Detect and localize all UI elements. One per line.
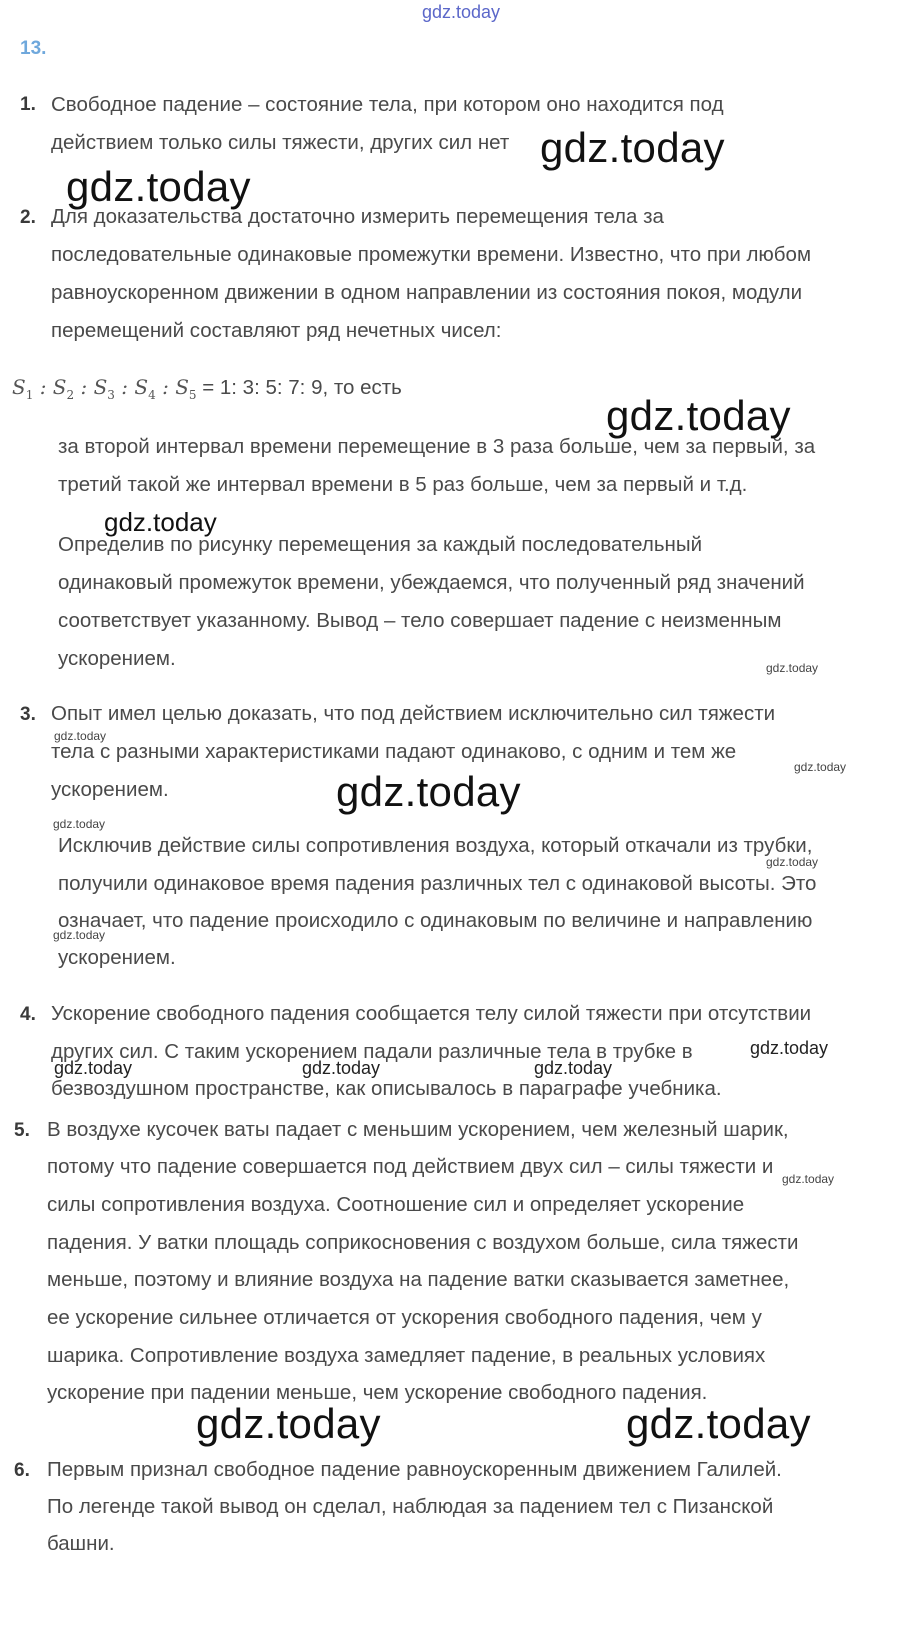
watermark: gdz.today bbox=[336, 768, 521, 815]
item-number: 2. bbox=[20, 207, 36, 228]
item-text-line: получили одинаковое время падения различных тел с одинаковой высоты. Это bbox=[58, 872, 817, 895]
item-number: 4. bbox=[20, 1004, 36, 1025]
item-text-line: Ускорение свободного падения сообщается телу силой тяжести при отсутствии bbox=[51, 1002, 812, 1025]
item-number: 6. bbox=[14, 1460, 30, 1481]
item-text-line: По легенде такой вывод он сделал, наблюдая за падением тел с Пизанской bbox=[47, 1495, 774, 1518]
formula: $S_1$ : $S_2$ : $S_3$ : $S_4$ : $S_5 = 1$: 3: 5: 7: 9, то есть bbox=[12, 375, 402, 402]
watermark: gdz.today bbox=[104, 507, 217, 537]
item-number: 3. bbox=[20, 704, 36, 725]
watermark: gdz.today bbox=[606, 392, 791, 439]
watermark: gdz.today bbox=[53, 817, 106, 831]
item-text-line: Первым признал свободное падение равноускоренным движением Галилей. bbox=[47, 1458, 782, 1481]
item-text-line: падения. У ватки площадь соприкосновения с воздухом больше, сила тяжести bbox=[47, 1231, 799, 1254]
watermark: gdz.today bbox=[766, 661, 819, 675]
item-text-line: силы сопротивления воздуха. Соотношение сил и определяет ускорение bbox=[47, 1193, 745, 1216]
item-text-line: меньше, поэтому и влияние воздуха на падение ватки сказывается заметнее, bbox=[47, 1268, 790, 1291]
item-text-line: Исключив действие силы сопротивления воздуха, который откачали из трубки, bbox=[58, 834, 813, 857]
item-text-line: шарика. Сопротивление воздуха замедляет падение, в реальных условиях bbox=[47, 1344, 766, 1367]
watermark: gdz.today bbox=[626, 1400, 811, 1447]
item-text-line: Опыт имел целью доказать, что под действием исключительно сил тяжести bbox=[51, 702, 776, 725]
item-text-line: ускорением. bbox=[51, 778, 169, 801]
watermark: gdz.today bbox=[794, 760, 847, 774]
watermark: gdz.today bbox=[534, 1058, 613, 1078]
item-text-line: действием только силы тяжести, других сил нет bbox=[51, 131, 510, 154]
watermark: gdz.today bbox=[54, 1058, 133, 1078]
item-text-line: Определив по рисунку перемещения за каждый последовательный bbox=[58, 533, 703, 556]
item-text-line: В воздухе кусочек ваты падает с меньшим ускорением, чем железный шарик, bbox=[47, 1118, 789, 1141]
item-text-line: ускорение при падении меньше, чем ускорение свободного падения. bbox=[47, 1381, 708, 1404]
item-number: 1. bbox=[20, 94, 36, 115]
item-text-line: Для доказательства достаточно измерить перемещения тела за bbox=[51, 205, 664, 228]
watermark: gdz.today bbox=[782, 1172, 835, 1186]
task-number: 13. bbox=[20, 38, 47, 59]
watermark: gdz.today bbox=[53, 928, 106, 942]
watermark: gdz.today bbox=[766, 855, 819, 869]
item-text-line: ускорением. bbox=[58, 647, 176, 670]
item-text-line: за второй интервал времени перемещение в 3 раза больше, чем за первый, за bbox=[58, 435, 816, 458]
item-text-line: последовательные одинаковые промежутки времени. Известно, что при любом bbox=[51, 243, 812, 266]
item-number: 5. bbox=[14, 1120, 30, 1141]
item-text-line: безвоздушном пространстве, как описывалось в параграфе учебника. bbox=[51, 1077, 722, 1100]
top-watermark: gdz.today bbox=[421, 2, 501, 22]
formula-rhs: = 1: 3: 5: 7: 9, то есть bbox=[196, 376, 402, 399]
item-text-line: ускорением. bbox=[58, 946, 176, 969]
item-text-line: тела с разными характеристиками падают одинаково, с одним и тем же bbox=[51, 740, 737, 763]
watermark: gdz.today bbox=[750, 1038, 829, 1058]
item-text-line: потому что падение совершается под действием двух сил – силы тяжести и bbox=[47, 1155, 774, 1178]
item-text-line: башни. bbox=[47, 1532, 115, 1555]
item-text-line: означает, что падение происходило с одинаковым по величине и направлению bbox=[58, 909, 813, 932]
item-text-line: третий такой же интервал времени в 5 раз больше, чем за первый и т.д. bbox=[58, 473, 748, 496]
item-text-line: Свободное падение – состояние тела, при котором оно находится под bbox=[51, 93, 724, 116]
item-text-line: равноускоренном движении в одном направлении из состояния покоя, модули bbox=[51, 281, 803, 304]
watermark: gdz.today bbox=[66, 163, 251, 210]
item-text-line: одинаковый промежуток времени, убеждаемся, что полученный ряд значений bbox=[58, 571, 805, 594]
watermark: gdz.today bbox=[302, 1058, 381, 1078]
watermark: gdz.today bbox=[196, 1400, 381, 1447]
watermark: gdz.today bbox=[540, 124, 725, 171]
watermark: gdz.today bbox=[54, 729, 107, 743]
item-text-line: других сил. С таким ускорением падали различные тела в трубке в bbox=[51, 1040, 693, 1063]
item-text-line: ее ускорение сильнее отличается от ускорения свободного падения, чем у bbox=[47, 1306, 762, 1329]
item-text-line: соответствует указанному. Вывод – тело совершает падение с неизменным bbox=[58, 609, 782, 632]
item-text-line: перемещений составляют ряд нечетных чисел: bbox=[51, 319, 502, 342]
